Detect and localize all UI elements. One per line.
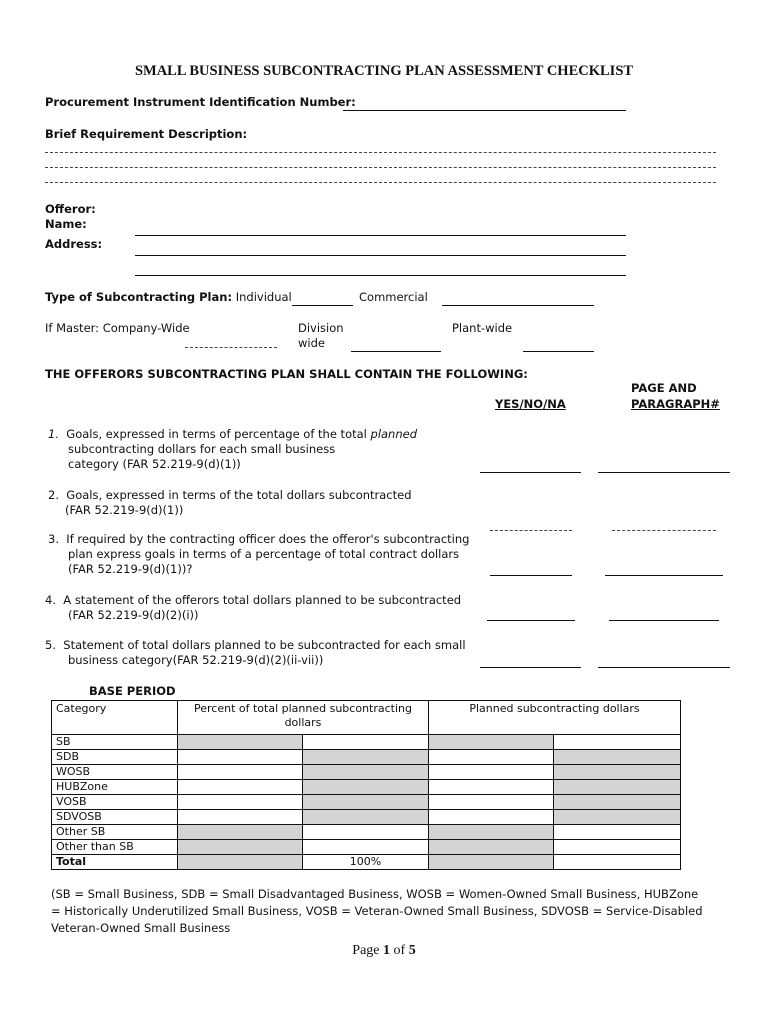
shaded-cell — [554, 795, 681, 810]
item-4-page-field[interactable] — [609, 620, 719, 621]
page-column-header-1: PAGE AND — [631, 381, 697, 395]
category-cell: VOSB — [52, 795, 178, 810]
table-header-row — [52, 701, 681, 735]
item-1-page-field[interactable] — [598, 472, 730, 473]
category-cell: SB — [52, 735, 178, 750]
input-cell[interactable] — [554, 735, 681, 750]
table-row — [52, 795, 681, 810]
table-row — [52, 810, 681, 825]
individual-field[interactable] — [292, 305, 353, 306]
plan-type-row — [45, 290, 292, 304]
shaded-cell — [303, 795, 429, 810]
checklist-item-2 — [48, 488, 412, 518]
division-wide-label: wide — [298, 336, 325, 350]
item-5-page-field[interactable] — [598, 667, 730, 668]
input-cell[interactable] — [429, 810, 554, 825]
input-cell[interactable] — [178, 750, 303, 765]
shaded-cell — [178, 735, 303, 750]
page-column-header-2: PARAGRAPH# — [631, 397, 720, 411]
table-row — [52, 765, 681, 780]
input-cell[interactable] — [303, 840, 429, 855]
shaded-cell — [303, 765, 429, 780]
item-number: 2. — [48, 488, 59, 502]
base-period-label: BASE PERIOD — [89, 684, 176, 698]
master-company-wide-label: If Master: Company-Wide — [45, 321, 190, 335]
shaded-cell — [303, 780, 429, 795]
item-text: Goals, expressed in terms of percentage of the total — [66, 427, 371, 441]
item-text: If required by the contracting officer does the offeror's subcontracting — [66, 532, 470, 546]
input-cell[interactable] — [554, 855, 681, 870]
item-text: Goals, expressed in terms of the total dollars subcontracted — [66, 488, 412, 502]
item-2-yes-no-field[interactable] — [490, 530, 572, 531]
category-cell: Other than SB — [52, 840, 178, 855]
item-text: Statement of total dollars planned to be subcontracted for each small — [63, 638, 466, 652]
shaded-cell — [554, 750, 681, 765]
item-number: 4. — [45, 593, 56, 607]
percent-header: Percent of total planned subcontracting dollars — [178, 701, 429, 735]
input-cell[interactable] — [429, 750, 554, 765]
shaded-cell — [178, 840, 303, 855]
category-cell: HUBZone — [52, 780, 178, 795]
table-row — [52, 780, 681, 795]
base-period-table — [51, 700, 681, 870]
item-text: (FAR 52.219-9(d)(1))? — [68, 562, 193, 576]
plant-wide-label: Plant-wide — [452, 321, 513, 335]
address-field-1[interactable] — [135, 255, 626, 256]
shaded-cell — [429, 855, 554, 870]
piin-label: Procurement Instrument Identification Number: — [45, 95, 356, 109]
page-number — [0, 943, 768, 959]
category-cell: SDVOSB — [52, 810, 178, 825]
item-4-yes-no-field[interactable] — [487, 620, 575, 621]
shaded-cell — [303, 750, 429, 765]
input-cell[interactable] — [178, 765, 303, 780]
table-row — [52, 735, 681, 750]
total-pages: 5 — [408, 943, 416, 958]
table-row — [52, 840, 681, 855]
table-row-total — [52, 855, 681, 870]
category-header: Category — [52, 701, 178, 735]
item-3-page-field[interactable] — [605, 575, 723, 576]
current-page: 1 — [383, 943, 391, 958]
abbreviation-legend: (SB = Small Business, SDB = Small Disadvantaged Business, WOSB = Women-Owned Small Business, HUBZone = Historically Underutilized Small Business, VOSB = Veteran-Owned Small Business, SDVOSB = Service-Disabled Veteran-Owned Small Business — [51, 887, 703, 935]
category-cell: Other SB — [52, 825, 178, 840]
item-text: A statement of the offerors total dollars planned to be subcontracted — [63, 593, 462, 607]
offeror-label: Offeror: — [45, 202, 96, 216]
input-cell[interactable] — [429, 780, 554, 795]
item-text: plan express goals in terms of a percentage of total contract dollars — [68, 547, 460, 561]
company-wide-field[interactable] — [185, 347, 277, 348]
checklist-item-5 — [45, 638, 466, 668]
address-field-2[interactable] — [135, 275, 626, 276]
item-5-yes-no-field[interactable] — [480, 667, 581, 668]
input-cell[interactable] — [178, 795, 303, 810]
item-1-yes-no-field[interactable] — [480, 472, 581, 473]
item-text: (FAR 52.219-9(d)(2)(i)) — [68, 608, 199, 622]
item-text-emphasis: planned — [370, 427, 418, 441]
dollars-header: Planned subcontracting dollars — [429, 701, 681, 735]
item-number: 1. — [48, 427, 59, 441]
address-label: Address: — [45, 237, 103, 251]
shaded-cell — [178, 825, 303, 840]
item-text: category (FAR 52.219-9(d)(1)) — [68, 457, 241, 471]
section-heading: THE OFFERORS SUBCONTRACTING PLAN SHALL CONTAIN THE FOLLOWING: — [45, 367, 528, 381]
input-cell[interactable] — [303, 825, 429, 840]
total-label-cell: Total — [52, 855, 178, 870]
input-cell[interactable] — [178, 780, 303, 795]
name-field[interactable] — [135, 235, 626, 236]
brief-description-label: Brief Requirement Description: — [45, 127, 248, 141]
page-prefix: Page — [352, 943, 384, 958]
table-row — [52, 750, 681, 765]
checklist-item-4 — [45, 593, 461, 623]
category-cell: WOSB — [52, 765, 178, 780]
shaded-cell — [303, 810, 429, 825]
category-cell: SDB — [52, 750, 178, 765]
name-label: Name: — [45, 217, 87, 231]
checklist-item-1 — [48, 427, 417, 472]
item-text: business category(FAR 52.219-9(d)(2)(ii-vii)) — [68, 653, 324, 667]
shaded-cell — [429, 840, 554, 855]
item-3-yes-no-field[interactable] — [490, 575, 572, 576]
document-title: SMALL BUSINESS SUBCONTRACTING PLAN ASSESSMENT CHECKLIST — [134, 63, 634, 79]
input-cell[interactable] — [303, 735, 429, 750]
input-cell[interactable] — [429, 795, 554, 810]
shaded-cell — [429, 825, 554, 840]
input-cell[interactable] — [178, 810, 303, 825]
commercial-label: Commercial — [359, 290, 428, 304]
input-cell[interactable] — [554, 840, 681, 855]
item-text: (FAR 52.219-9(d)(1)) — [65, 503, 184, 517]
division-label: Division — [298, 321, 344, 335]
shaded-cell — [554, 765, 681, 780]
individual-label: Individual — [235, 290, 292, 304]
description-line-3[interactable] — [45, 182, 716, 183]
yes-no-na-header: YES/NO/NA — [495, 397, 566, 411]
total-percent-cell: 100% — [303, 855, 429, 870]
item-number: 3. — [48, 532, 59, 546]
shaded-cell — [429, 735, 554, 750]
checklist-item-3 — [48, 532, 469, 577]
description-line-2[interactable] — [45, 167, 716, 168]
description-line-1[interactable] — [45, 152, 716, 153]
page-of: of — [390, 943, 409, 958]
input-cell[interactable] — [554, 825, 681, 840]
shaded-cell — [554, 780, 681, 795]
item-number: 5. — [45, 638, 56, 652]
commercial-field[interactable] — [442, 305, 594, 306]
shaded-cell — [554, 810, 681, 825]
piin-field[interactable] — [343, 110, 626, 111]
item-2-page-field[interactable] — [612, 530, 716, 531]
division-wide-field[interactable] — [351, 351, 441, 352]
shaded-cell — [178, 855, 303, 870]
plant-wide-field[interactable] — [523, 351, 594, 352]
input-cell[interactable] — [429, 765, 554, 780]
item-text: subcontracting dollars for each small business — [68, 442, 336, 456]
plan-type-label: Type of Subcontracting Plan: — [45, 290, 233, 304]
table-row — [52, 825, 681, 840]
